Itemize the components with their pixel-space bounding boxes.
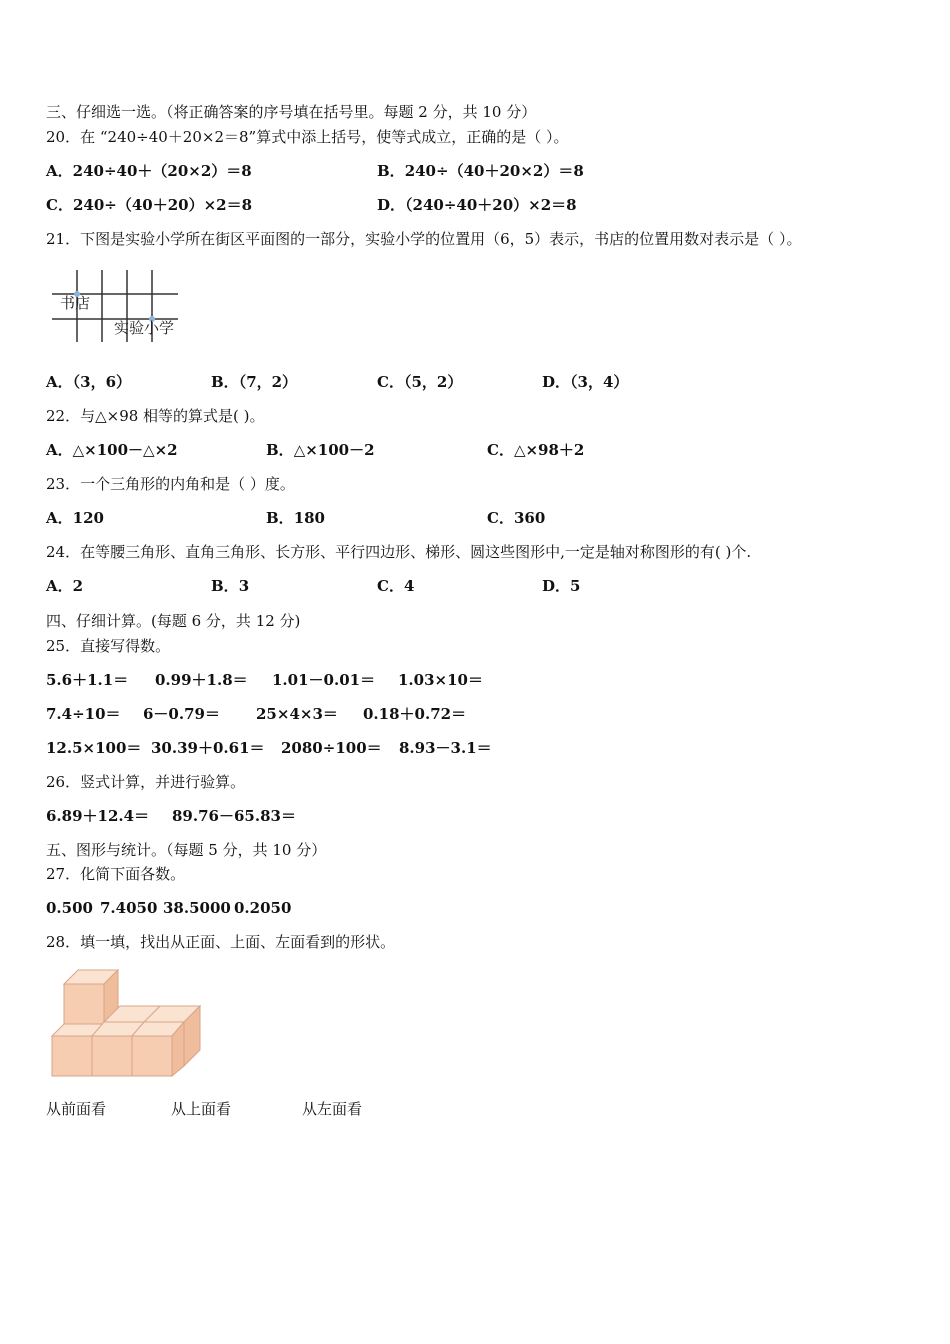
q20-option-a: A．240÷40＋（20×2）＝8 <box>46 162 252 180</box>
q25-item: 25×4×3＝ <box>256 705 338 723</box>
q23-option-b: B．180 <box>266 509 325 527</box>
q21-option-a: A．（3，6） <box>46 373 132 391</box>
cube-front-middle <box>92 1036 132 1076</box>
view-label-front: 从前面看 <box>46 1100 107 1118</box>
q23-stem: 23．一个三角形的内角和是（ ）度。 <box>46 475 295 493</box>
q27-item: 7.4050 <box>100 899 158 917</box>
q21-stem: 21．下图是实验小学所在街区平面图的一部分，实验小学的位置用（6，5）表示，书店的位置用数对表示是（ ）。 <box>46 230 802 248</box>
q21-option-d: D．（3，4） <box>542 373 629 391</box>
q25-item: 1.03×10＝ <box>398 671 483 689</box>
q25-item: 12.5×100＝ <box>46 739 142 757</box>
q26-item: 89.76－65.83＝ <box>172 807 296 825</box>
view-label-top: 从上面看 <box>171 1100 232 1118</box>
bookstore-label: 书店 <box>60 294 91 312</box>
q22-option-a: A．△×100－△×2 <box>46 441 178 459</box>
q27-item: 0.500 <box>46 899 93 917</box>
cube-front-right <box>132 1036 172 1076</box>
q20-option-d: D．（240÷40＋20）×2＝8 <box>377 196 577 214</box>
q21-option-c: C．（5，2） <box>377 373 463 391</box>
q25-item: 2080÷100＝ <box>281 739 382 757</box>
q20-option-c: C．240÷（40＋20）×2＝8 <box>46 196 253 214</box>
section4-title: 四、仔细计算。(每题 6 分，共 12 分) <box>46 612 301 630</box>
q25-item: 8.93－3.1＝ <box>399 739 492 757</box>
q24-option-b: B．3 <box>211 577 250 595</box>
street-map-figure <box>48 266 193 346</box>
q24-stem: 24．在等腰三角形、直角三角形、长方形、平行四边形、梯形、圆这些图形中,一定是轴对称图形的有( )个. <box>46 543 752 561</box>
q21-option-b: B．（7，2） <box>211 373 298 391</box>
view-label-left: 从左面看 <box>302 1100 363 1118</box>
q25-item: 5.6＋1.1＝ <box>46 671 129 689</box>
q26-item: 6.89＋12.4＝ <box>46 807 150 825</box>
q20-stem: 20．在 “240÷40＋20×2＝8”算式中添上括号，使等式成立，正确的是（ ）。 <box>46 128 569 146</box>
q23-option-a: A．120 <box>46 509 104 527</box>
q26-stem: 26．竖式计算，并进行验算。 <box>46 773 246 791</box>
q25-item: 6－0.79＝ <box>143 705 220 723</box>
q23-option-c: C．360 <box>487 509 546 527</box>
q22-stem: 22．与△×98 相等的算式是( )。 <box>46 407 265 425</box>
q24-option-a: A．2 <box>46 577 84 595</box>
q28-stem: 28．填一填，找出从正面、上面、左面看到的形状。 <box>46 933 396 951</box>
cube-front-upper <box>64 984 104 1024</box>
section3-title: 三、仔细选一选。（将正确答案的序号填在括号里。每题 2 分，共 10 分） <box>46 103 537 121</box>
q25-item: 1.01－0.01＝ <box>272 671 376 689</box>
cube-stack-figure <box>48 966 208 1078</box>
q25-item: 0.18＋0.72＝ <box>363 705 467 723</box>
q27-item: 38.5000 <box>163 899 231 917</box>
school-label: 实验小学 <box>114 319 175 337</box>
q27-item: 0.2050 <box>234 899 292 917</box>
q25-item: 0.99＋1.8＝ <box>155 671 248 689</box>
q25-item: 30.39＋0.61＝ <box>151 739 265 757</box>
q24-option-c: C．4 <box>377 577 415 595</box>
q27-stem: 27．化简下面各数。 <box>46 865 186 883</box>
q20-option-b: B．240÷（40＋20×2）＝8 <box>377 162 584 180</box>
q22-option-b: B．△×100－2 <box>266 441 375 459</box>
cube-front-left <box>52 1036 92 1076</box>
q22-option-c: C．△×98＋2 <box>487 441 585 459</box>
q25-stem: 25．直接写得数。 <box>46 637 171 655</box>
q24-option-d: D．5 <box>542 577 581 595</box>
section5-title: 五、图形与统计。（每题 5 分，共 10 分） <box>46 841 327 859</box>
q25-item: 7.4÷10＝ <box>46 705 121 723</box>
